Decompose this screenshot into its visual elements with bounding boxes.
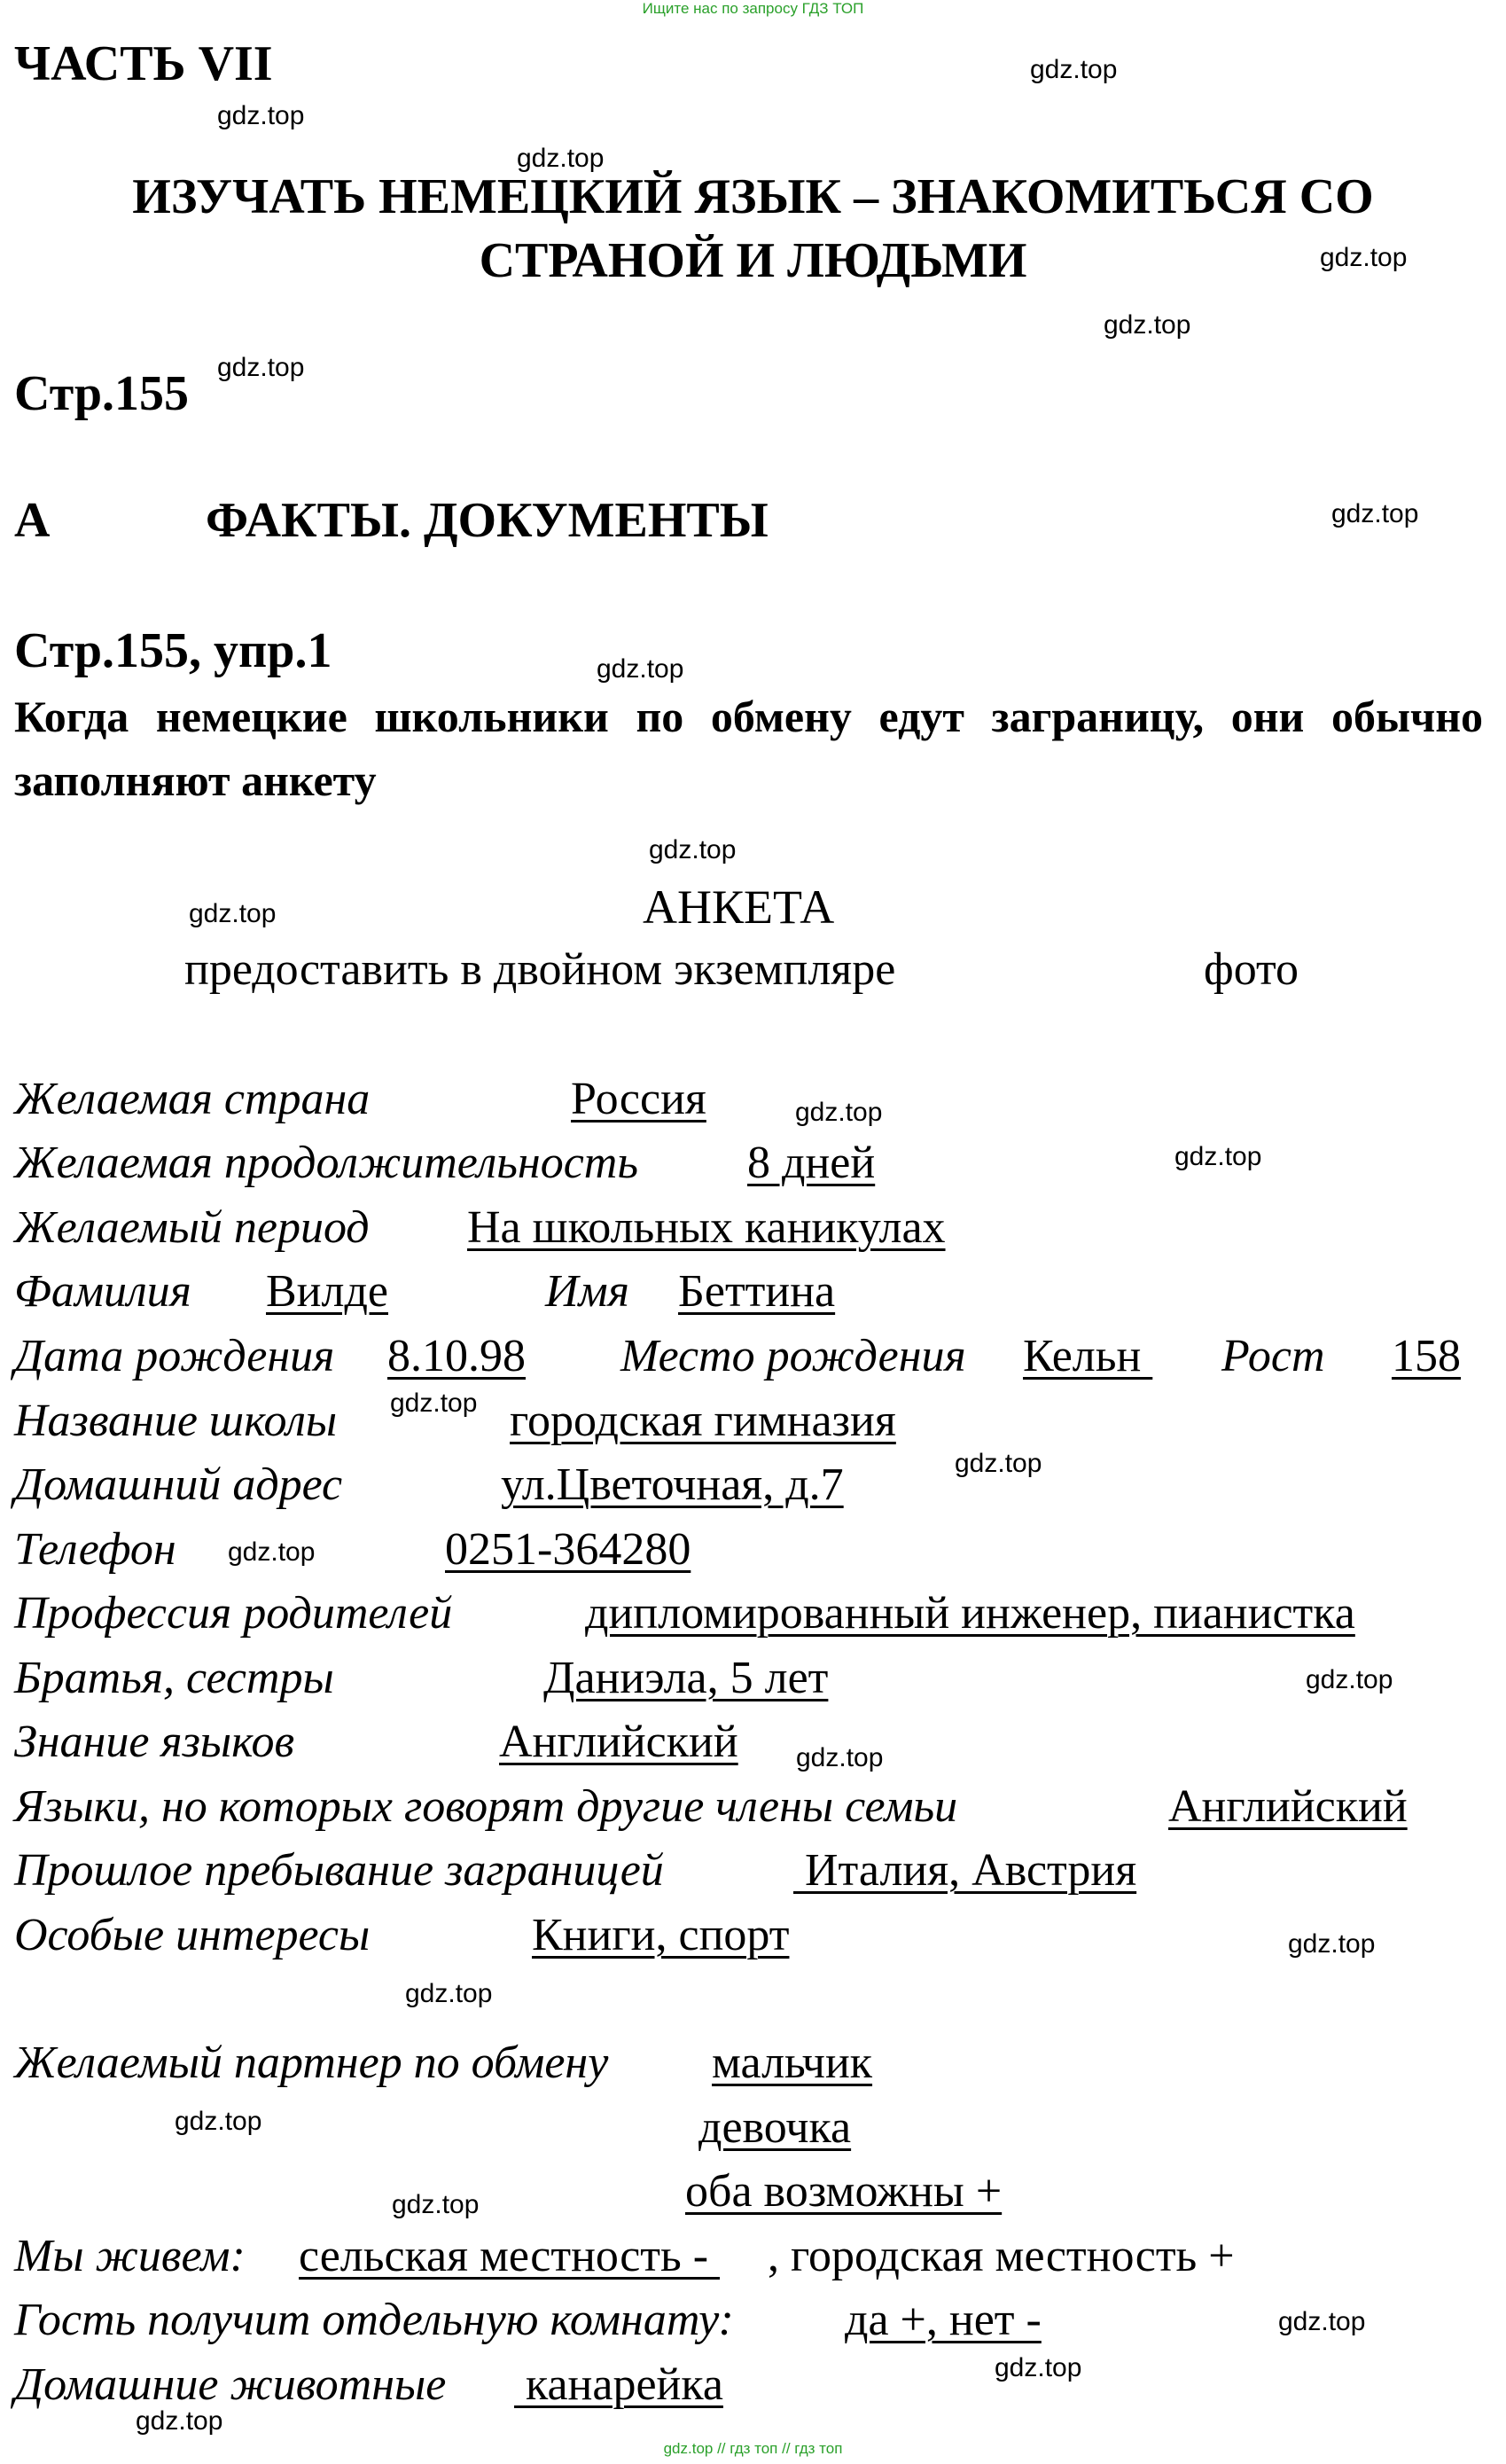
first-name-label: Имя: [545, 1266, 629, 1317]
watermark: gdz.top: [1288, 1929, 1376, 1959]
bottom-note: gdz.top // гдз топ // гдз топ: [663, 2440, 843, 2457]
languages-value: Английский: [499, 1717, 738, 1767]
living-option-rural: сельская местность -: [299, 2231, 721, 2281]
main-title-line-2: СТРАНОЙ И ЛЮДЬМИ: [479, 233, 1027, 288]
watermark: gdz.top: [1331, 499, 1419, 528]
watermark: gdz.top: [392, 2190, 480, 2219]
address-label: Домашний адрес: [14, 1459, 343, 1510]
watermark: gdz.top: [1278, 2307, 1366, 2336]
part-title: ЧАСТЬ VII: [14, 36, 273, 91]
duration-label: Желаемая продолжительность: [14, 1138, 639, 1188]
section-title: ФАКТЫ. ДОКУМЕНТЫ: [206, 493, 769, 548]
watermark: gdz.top: [597, 654, 684, 684]
siblings-value: Даниэла, 5 лет: [543, 1653, 829, 1703]
top-note: Ищите нас по запросу ГДЗ ТОП: [642, 0, 864, 17]
height-label: Рост: [1221, 1331, 1325, 1381]
birth-date-label: Дата рождения: [14, 1331, 335, 1381]
family-languages-label: Языки, но которых говорят другие члены семьи: [14, 1781, 958, 1832]
past-stay-value: Италия, Австрия: [793, 1845, 1137, 1896]
watermark: gdz.top: [405, 1979, 493, 2008]
address-value: ул.Цветочная, д.7: [501, 1459, 844, 1510]
exercise-ref: Стр.155, упр.1: [14, 623, 332, 678]
interests-value: Книги, спорт: [532, 1910, 790, 1960]
interests-label: Особые интересы: [14, 1910, 371, 1960]
watermark: gdz.top: [1104, 310, 1191, 340]
watermark: gdz.top: [136, 2406, 223, 2436]
watermark: gdz.top: [217, 353, 305, 382]
surname-label: Фамилия: [14, 1266, 191, 1317]
pets-label: Домашние животные: [14, 2359, 447, 2410]
country-label: Желаемая страна: [14, 1074, 371, 1124]
first-name-value: Беттина: [678, 1266, 836, 1317]
watermark: gdz.top: [649, 835, 737, 864]
siblings-label: Братья, сестры: [14, 1653, 334, 1703]
watermark: gdz.top: [1030, 55, 1118, 84]
period-value: На школьных каникулах: [467, 1202, 946, 1253]
school-label: Название школы: [14, 1396, 338, 1446]
living-option-city: , городская местность +: [768, 2231, 1235, 2281]
birth-place-value: Кельн: [1023, 1331, 1153, 1381]
period-label: Желаемый период: [14, 1202, 370, 1253]
height-value: 158: [1392, 1331, 1461, 1381]
birth-date-value: 8.10.98: [387, 1331, 526, 1381]
watermark: gdz.top: [1320, 243, 1408, 272]
pets-value: канарейка: [514, 2359, 723, 2410]
watermark: gdz.top: [175, 2107, 262, 2136]
surname-value: Вилде: [266, 1266, 388, 1317]
watermark: gdz.top: [217, 101, 305, 130]
birth-place-label: Место рождения: [620, 1331, 966, 1381]
main-title-line-1: ИЗУЧАТЬ НЕМЕЦКИЙ ЯЗЫК – ЗНАКОМИТЬСЯ СО: [132, 169, 1374, 224]
exercise-intro: Когда немецкие школьники по обмену едут заграницу, они обычно заполняют анкету: [14, 692, 1483, 805]
parents-job-value: дипломированный инженер, пианистка: [585, 1588, 1355, 1639]
family-languages-value: Английский: [1168, 1781, 1408, 1832]
watermark: gdz.top: [228, 1537, 316, 1567]
guest-room-label: Гость получит отдельную комнату:: [14, 2295, 734, 2345]
phone-value: 0251-364280: [445, 1524, 691, 1575]
form-title: АНКЕТА: [643, 880, 835, 934]
photo-placeholder: фото: [1204, 944, 1299, 995]
page-ref: Стр.155: [14, 366, 190, 421]
form-subtitle: предоставить в двойном экземпляре: [184, 944, 896, 995]
phone-label: Телефон: [14, 1524, 176, 1575]
partner-option-both: оба возможны +: [685, 2166, 1003, 2217]
partner-label: Желаемый партнер по обмену: [14, 2038, 609, 2088]
guest-room-value: да +, нет -: [845, 2295, 1042, 2345]
watermark: gdz.top: [955, 1449, 1042, 1478]
watermark: gdz.top: [995, 2353, 1082, 2382]
partner-option-boy: мальчик: [712, 2038, 873, 2088]
partner-option-girl: девочка: [698, 2102, 852, 2153]
languages-label: Знание языков: [14, 1717, 295, 1767]
watermark: gdz.top: [1306, 1665, 1393, 1694]
country-value: Россия: [571, 1074, 706, 1124]
watermark: gdz.top: [1174, 1142, 1262, 1171]
parents-job-label: Профессия родителей: [14, 1588, 453, 1639]
watermark: gdz.top: [189, 899, 277, 928]
school-value: городская гимназия: [510, 1396, 896, 1446]
watermark: gdz.top: [390, 1388, 478, 1418]
past-stay-label: Прошлое пребывание заграницей: [14, 1845, 664, 1896]
watermark: gdz.top: [796, 1743, 884, 1772]
section-letter: А: [14, 493, 51, 548]
living-label: Мы живем:: [14, 2231, 246, 2281]
watermark: gdz.top: [517, 144, 605, 173]
duration-value: 8 дней: [747, 1138, 876, 1188]
watermark: gdz.top: [795, 1098, 883, 1127]
